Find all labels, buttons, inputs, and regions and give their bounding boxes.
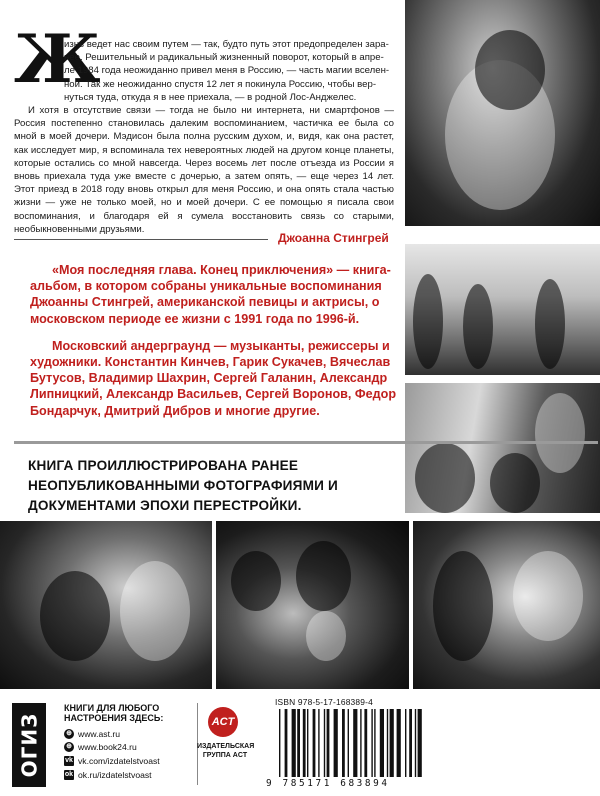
barcode-bar <box>371 709 372 777</box>
intro-paragraph-2: И хотя в отсутствие связи — тогда не было ни интернета, ни смартфонов — Россия постепенно становилась далеким воспоминанием, частичка ее была со мной в моей дочери. Мэдисон была полна русским духом, и, видя, как она растет, как исследует мир, я вспоминала тех невероятных людей на другом конце планеты, которые остались со мной навсегда. Через восемь лет после отъезда из России я вновь приехала туда уже вместе с дочерью, а затем опять, — еще через 14 лет. Этот приезд в 2018 году вновь открыл для меня Россию, и она опять стала частью жизни — уже не только моей, но и моей дочери. С ее помощью я писала свои воспоминания, и благодаря ей я сумела восстановить связь со старыми, необыкновенными друзьями. <box>14 105 394 235</box>
globe-icon: ⊕ <box>64 729 74 739</box>
description-paragraph-2: Московский андерграунд — музыканты, режиссеры и художники. Константин Кинчев, Гарик Сукачев, Вячеслав Бутусов, Владимир Шахрин, Сергей Галанин, Александр Липницкий, Александр Васильев, Сергей Воронов, Федор Бондарчук, Дмитрий Дибров и многие другие. <box>30 338 397 418</box>
link-text: ok.ru/izdatelstvoast <box>78 769 152 780</box>
book-description <box>30 262 400 430</box>
barcode-bar <box>327 709 330 777</box>
barcode-bar <box>415 709 416 777</box>
barcode-bar <box>334 709 338 777</box>
ast-logo-text: ACT <box>211 716 235 728</box>
barcode-bar <box>307 709 308 777</box>
barcode-bar <box>324 709 325 777</box>
link-text: www.ast.ru <box>78 728 121 739</box>
barcode-bar <box>342 709 345 777</box>
books-title: КНИГИ ДЛЯ ЛЮБОГО НАСТРОЕНИЯ ЗДЕСЬ: <box>64 703 164 723</box>
signature-divider <box>14 239 268 240</box>
barcode-bar <box>418 709 422 777</box>
photo-man-woman-sunglasses <box>0 521 212 689</box>
barcode-bar <box>285 709 288 777</box>
barcode-bar <box>409 709 412 777</box>
link-text: vk.com/izdatelstvoast <box>78 755 160 766</box>
publisher-logo-text: ОГИЗ <box>17 712 42 778</box>
illustrations-note: КНИГА ПРОИЛЛЮСТРИРОВАНА РАНЕЕ НЕОПУБЛИКОВАННЫМИ ФОТОГРАФИЯМИ И ДОКУМЕНТАМИ ЭПОХИ ПЕРЕСТРОЙКИ. <box>28 458 339 513</box>
barcode-bar <box>279 709 280 777</box>
globe-icon: ⊕ <box>64 742 74 752</box>
intro-lead-line: ной. Так же неожиданно спустя 12 лет я покинула Россию, чтобы вер- <box>64 78 377 90</box>
link-ok[interactable] <box>64 769 152 780</box>
barcode-bar <box>364 709 367 777</box>
intro-lead-line: нее. Решительный и радикальный жизненный поворот, который в апре- <box>64 52 384 64</box>
link-ast[interactable] <box>64 728 120 739</box>
intro-lead-line: ле 1984 года неожиданно привел меня в Россию, — часть магии вселен- <box>64 65 390 77</box>
barcode-bar <box>313 709 316 777</box>
link-vk[interactable] <box>64 755 160 766</box>
intro-lead-line: нуться туда, откуда я в нее приехала, — в родной Лос-Анджелес. <box>64 91 357 103</box>
barcode-bar <box>397 709 401 777</box>
barcode-digits: 9 785171 683894 <box>266 778 390 789</box>
barcode-bar <box>405 709 406 777</box>
barcode-bar <box>292 709 296 777</box>
barcode-bar <box>360 709 361 777</box>
isbn-text: ISBN 978-5-17-168389-4 <box>275 697 373 707</box>
vk-icon: vk <box>65 757 73 764</box>
ast-logo <box>208 707 238 737</box>
ok-icon: ok <box>64 771 74 778</box>
link-book24[interactable] <box>64 741 137 752</box>
barcode-bar <box>387 709 388 777</box>
intro-lead-line: изнь ведет нас своим путем — так, будто путь этот предопределен зара- <box>64 39 389 50</box>
photo-group-sunglasses <box>405 383 600 513</box>
barcode <box>275 709 579 777</box>
photo-band-street <box>405 244 600 375</box>
publisher-logo <box>12 703 46 787</box>
photo-couple-table <box>413 521 600 689</box>
barcode-bar <box>318 709 319 777</box>
barcode-bar <box>353 709 357 777</box>
dropcap: Ж <box>14 20 101 98</box>
barcode-bar <box>380 709 384 777</box>
barcode-bar <box>297 709 300 777</box>
barcode-bar <box>374 709 375 777</box>
ast-caption: ИЗДАТЕЛЬСКАЯ ГРУППА ACT <box>197 743 255 759</box>
barcode-bar <box>390 709 394 777</box>
author-signature: Джоанна Стингрей <box>278 231 389 245</box>
barcode-bar <box>348 709 349 777</box>
intro-text <box>14 38 394 236</box>
link-text: www.book24.ru <box>78 741 137 752</box>
description-paragraph-1: «Моя последняя глава. Конец приключения» — книга-альбом, в котором собраны уникальные воспоминания Джоанны Стингрей, американской певицы и актрисы, о московском периоде ее жизни с 1991 года по 1996-й. <box>30 263 391 326</box>
photo-party-crowd <box>216 521 409 689</box>
section-divider <box>14 441 598 444</box>
barcode-bar <box>303 709 306 777</box>
photo-singer-guitar <box>405 0 600 226</box>
